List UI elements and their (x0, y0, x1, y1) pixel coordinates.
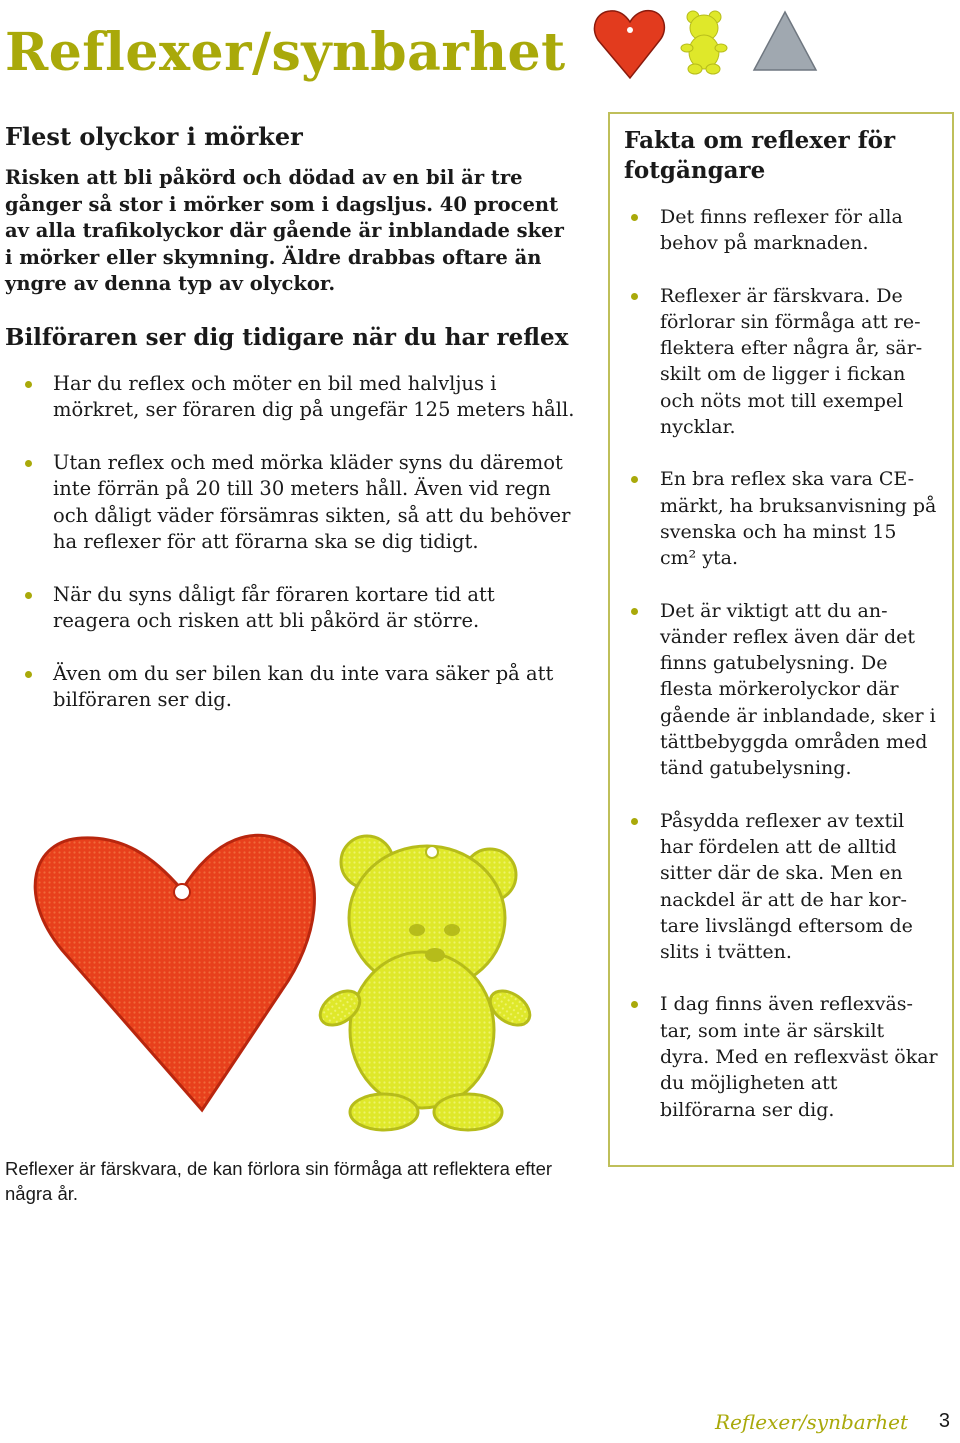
list-item: Har du reflex och möter en bil med halvljus i mörkret, ser föraren dig på ungefär 125 meters håll. (5, 371, 575, 424)
heart-reflector-icon (35, 835, 314, 1110)
main-bullet-list (5, 371, 575, 714)
reflectors-photo (22, 800, 572, 1140)
list-item: Utan reflex och med mörka kläder syns du däremot inte förrän på 20 till 30 meters håll. Även vid regn och dåligt väder försämras sikten, så att du behöver ha reflexer för att förarna ska se dig tidigt. (5, 450, 575, 556)
intro-paragraph: Risken att bli påkörd och dödad av en bil är tre gånger så stor i mörker som i dagsljus. 40 procent av alla trafikolyckor där gående är inblandade sker i mörker eller skymning. Äldre drabbas oftare än yngre av denna typ av olyckor. (5, 166, 564, 295)
list-item: Påsydda reflexer av textil har fördelen att de alltid sitter där de ska. Men en nackdel är att de har kor-tare livslängd eftersom de slits i tvätten. (624, 808, 938, 966)
list-item: En bra reflex ska vara CE-märkt, ha bruksanvisning på svenska och ha minst 15 cm² yta. (624, 466, 938, 571)
photo-caption: Reflexer är färskvara, de kan förlora sin förmåga att reflektera efter några år. (5, 1158, 553, 1204)
small-reflectors-illustration (592, 6, 828, 82)
page-number: 3 (938, 1410, 950, 1432)
list-item: I dag finns även reflexväs-tar, som inte är särskilt dyra. Med en reflexväst ökar du möjligheten att bilförarna ser dig. (624, 991, 938, 1122)
page-title: Reflexer/synbarhet (5, 22, 566, 83)
list-item: Det finns reflexer för alla behov på marknaden. (624, 204, 938, 257)
list-item: Reflexer är färskvara. De förlorar sin förmåga att re-flektera efter några år, sär-skilt om de ligger i fickan och nöts mot till exempel nycklar. (624, 283, 938, 441)
fact-bullet-list (624, 204, 938, 1123)
main-column (5, 122, 575, 740)
fact-box-heading: Fakta om reflexer för fotgängare (624, 127, 896, 184)
fact-box (608, 112, 954, 1167)
small-bear-reflector-icon (681, 11, 727, 74)
list-item: Det är viktigt att du an-vänder reflex även där det finns gatubelysning. De flesta mörkerolyckor där gående är inblandade, sker i tättbebyggda områden med tänd gatubelysning. (624, 598, 938, 782)
section-heading: Flest olyckor i mörker (5, 122, 303, 151)
footer-title: Reflexer/synbarhet (715, 1410, 908, 1434)
list-item: När du syns dåligt får föraren kortare tid att reagera och risken att bli påkörd är större. (5, 582, 575, 635)
bear-reflector-icon (314, 836, 536, 1130)
subheading: Bilföraren ser dig tidigare när du har reflex (5, 323, 569, 351)
list-item: Även om du ser bilen kan du inte vara säker på att bilföraren ser dig. (5, 661, 575, 714)
small-heart-reflector-icon (594, 11, 664, 78)
small-triangle-reflector-icon (754, 12, 816, 70)
